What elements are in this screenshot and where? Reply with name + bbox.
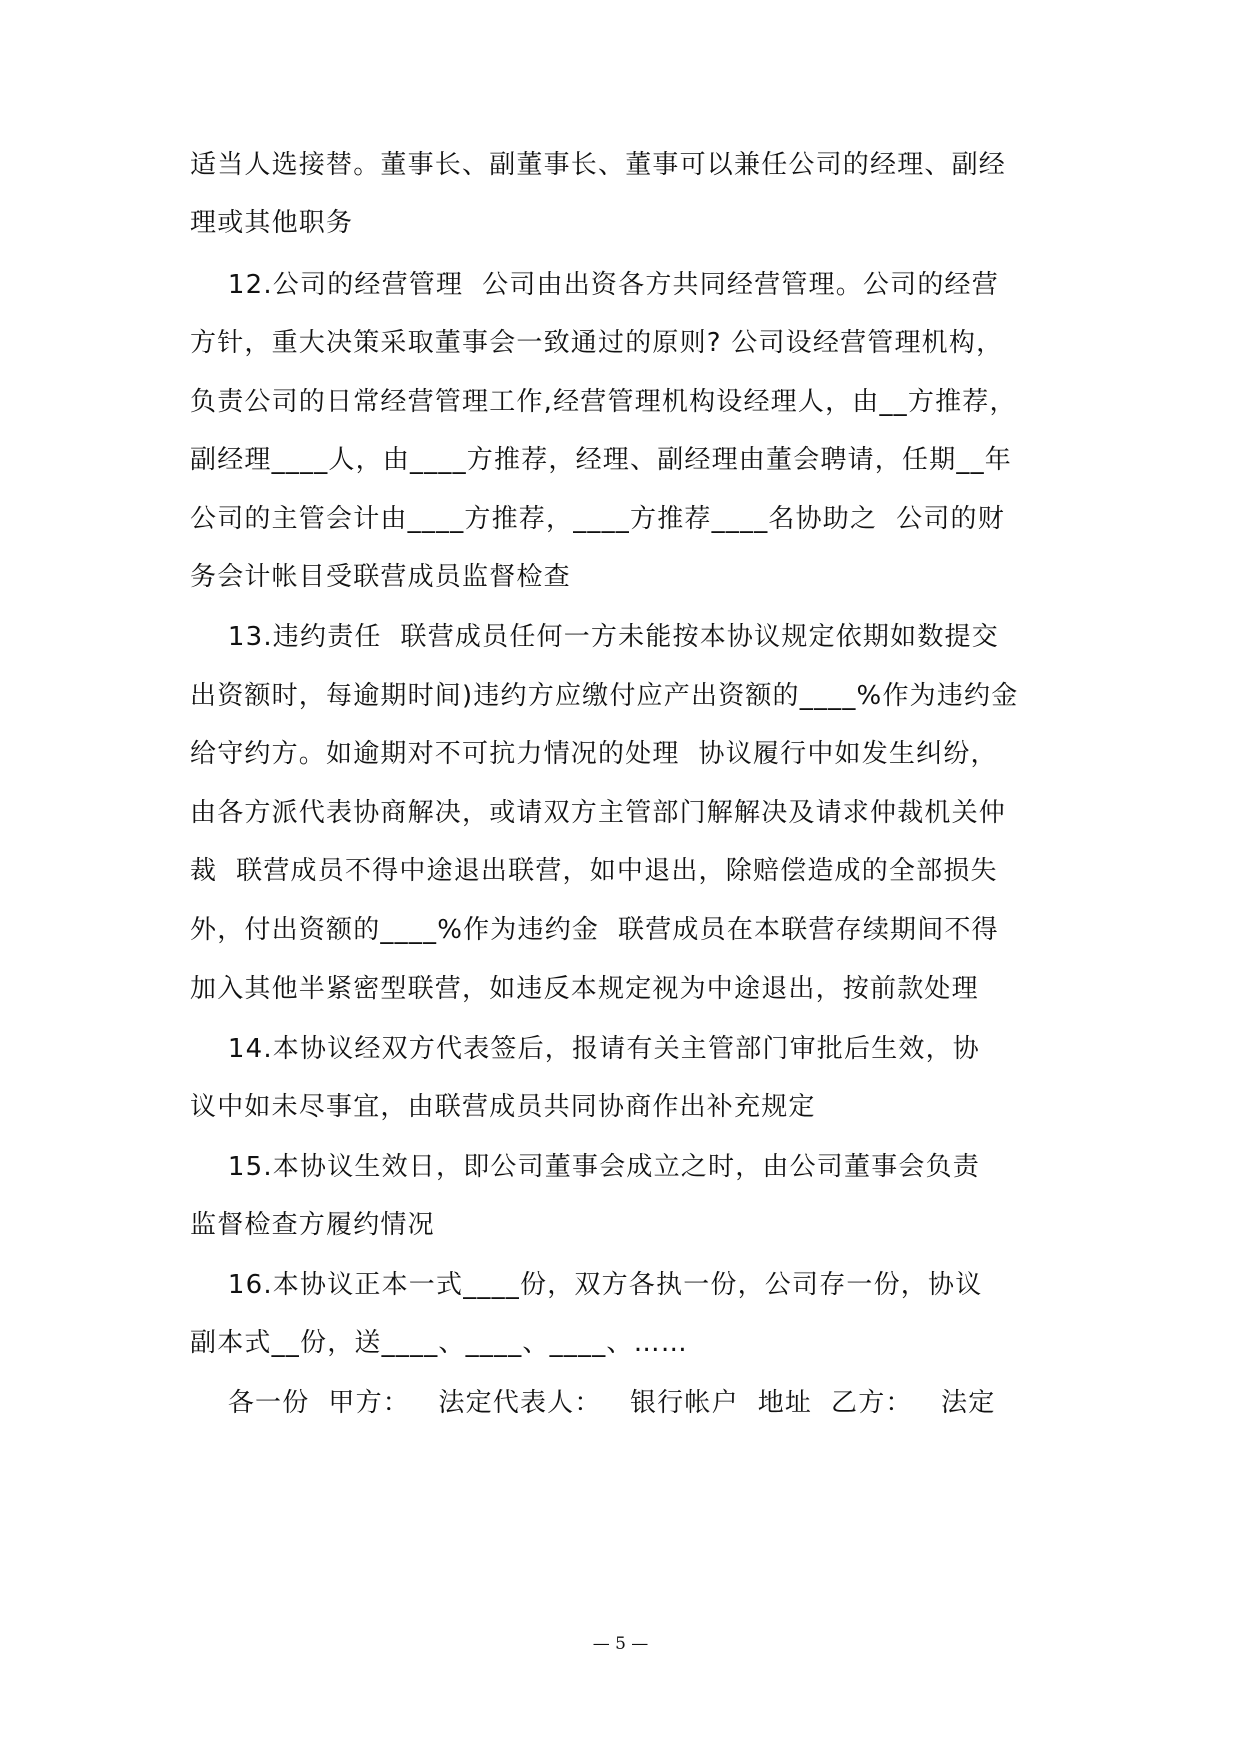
text-line: 13.违约责任 联营成员任何一方未能按本协议规定依期如数提交 (190, 622, 999, 652)
text-line: 各一份 甲方： 法定代表人： 银行帐户 地址 乙方： 法定 (190, 1388, 996, 1418)
text-line: 16.本协议正本一式____份，双方各执一份，公司存一份，协议 (190, 1270, 983, 1300)
text-line: 出资额时，每逾期时间)违约方应缴付应产出资额的____%作为违约金 (190, 681, 1019, 711)
text-line: 负责公司的日常经营管理工作,经营管理机构设经理人，由__方推荐， (190, 387, 1017, 417)
text-line: 12.公司的经营管理 公司由出资各方共同经营管理。公司的经营 (190, 270, 999, 300)
text-line: 15.本协议生效日，即公司董事会成立之时，由公司董事会负责 (190, 1152, 981, 1182)
text-line: 适当人选接替。董事长、副董事长、董事可以兼任公司的经理、副经 (190, 150, 1007, 180)
page-number: — 5 — (592, 1634, 649, 1654)
text-line: 裁 联营成员不得中途退出联营，如中退出，除赔偿造成的全部损失 (190, 856, 998, 886)
text-line: 外，付出资额的____%作为违约金 联营成员在本联营存续期间不得 (190, 915, 999, 945)
text-line: 监督检查方履约情况 (190, 1210, 435, 1240)
text-line: 务会计帐目受联营成员监督检查 (190, 562, 571, 592)
text-line: 理或其他职务 (190, 208, 354, 238)
text-line: 14.本协议经双方代表签后，报请有关主管部门审批后生效，协 (190, 1034, 981, 1064)
text-line: 给守约方。如逾期对不可抗力情况的处理 协议履行中如发生纠纷， (190, 739, 998, 769)
text-line: 副本式__份，送____、____、____、…… (190, 1328, 689, 1358)
text-line: 公司的主管会计由____方推荐，____方推荐____名协助之 公司的财 (190, 504, 1005, 534)
text-line: 加入其他半紧密型联营，如违反本规定视为中途退出，按前款处理 (190, 974, 979, 1004)
text-line: 副经理____人，由____方推荐，经理、副经理由董会聘请，任期__年 (190, 445, 1013, 475)
text-line: 方针，重大决策采取董事会一致通过的原则? 公司设经营管理机构， (190, 328, 1004, 358)
text-line: 由各方派代表协商解决，或请双方主管部门解解决及请求仲裁机关仲 (190, 798, 1007, 828)
text-line: 议中如未尽事宜，由联营成员共同协商作出补充规定 (190, 1092, 816, 1122)
